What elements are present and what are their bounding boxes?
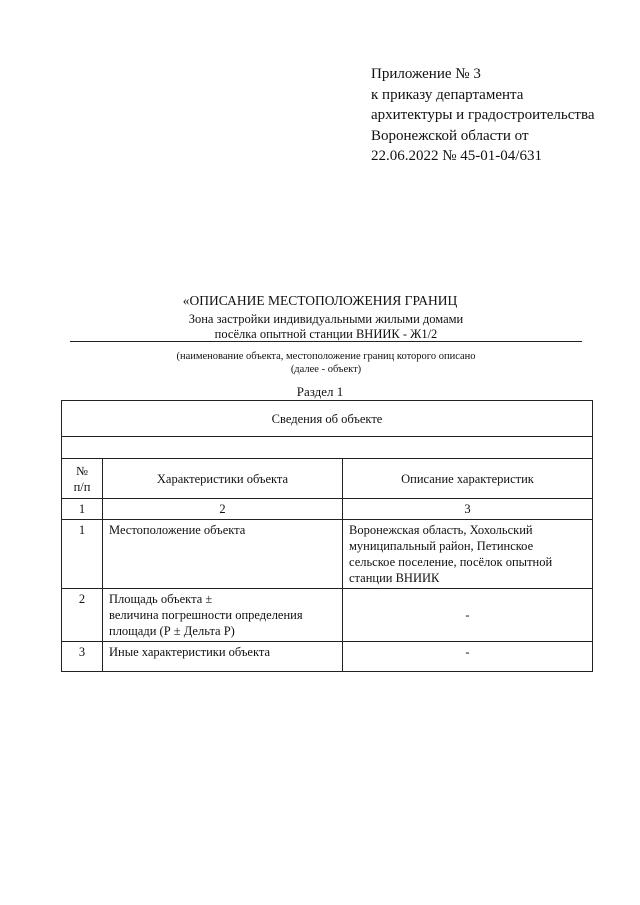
empty-cell — [62, 437, 593, 459]
text-line: муниципальный район, Петинское — [349, 539, 534, 553]
document-title: «ОПИСАНИЕ МЕСТОПОЛОЖЕНИЯ ГРАНИЦ — [182, 293, 458, 308]
row-description — [343, 520, 593, 589]
text-line: величина погрешности определения — [109, 608, 303, 622]
text-line: Иные характеристики объекта — [109, 645, 271, 659]
row-characteristic — [103, 589, 343, 642]
header-description: Описание характеристик — [343, 459, 593, 499]
caption-line: (далее - объект) — [290, 364, 362, 375]
appendix-line: Воронежской области от — [371, 127, 529, 144]
table-caption: Сведения об объекте — [62, 401, 593, 437]
header-characteristics: Характеристики объекта — [103, 459, 343, 499]
underline-divider — [70, 341, 582, 342]
text-line: площади (Р ± Дельта Р) — [109, 624, 235, 638]
table-header-row — [62, 459, 593, 499]
text-line: Площадь объекта ± — [109, 592, 213, 606]
row-description: - — [343, 589, 593, 642]
table-caption-row — [62, 401, 593, 437]
appendix-line: 22.06.2022 № 45-01-04/631 — [371, 148, 542, 164]
table-row — [62, 589, 593, 642]
section-label: Раздел 1 — [296, 384, 344, 399]
table-row — [62, 642, 593, 672]
text-line: Воронежская область, Хохольский — [349, 523, 533, 537]
object-info-table — [61, 400, 593, 672]
appendix-line: к приказу департамента — [371, 86, 524, 103]
appendix-block — [371, 64, 594, 167]
row-number: 3 — [62, 642, 103, 672]
row-characteristic — [103, 642, 343, 672]
object-caption — [70, 350, 582, 376]
appendix-line: Приложение № 3 — [371, 66, 481, 82]
object-name — [70, 312, 582, 342]
table-empty-row — [62, 437, 593, 459]
appendix-line: архитектуры и градостроительства — [371, 107, 595, 123]
column-number: 1 — [62, 499, 103, 520]
table-row — [62, 520, 593, 589]
column-number-row — [62, 499, 593, 520]
text-line: Местоположение объекта — [109, 523, 246, 537]
text-line: станции ВНИИК — [349, 571, 440, 585]
row-number: 2 — [62, 589, 103, 642]
row-description: - — [343, 642, 593, 672]
caption-line: (наименование объекта, местоположение границ которого описано — [176, 351, 476, 362]
row-number: 1 — [62, 520, 103, 589]
object-name-line: Зона застройки индивидуальными жилыми домами — [188, 312, 464, 326]
row-characteristic — [103, 520, 343, 589]
column-number: 3 — [343, 499, 593, 520]
object-name-line: посёлка опытной станции ВНИИК - Ж1/2 — [214, 327, 438, 341]
column-number: 2 — [103, 499, 343, 520]
text-line: сельское поселение, посёлок опытной — [349, 555, 553, 569]
header-num-line: № — [76, 463, 88, 478]
header-num — [62, 459, 103, 499]
header-num-line: п/п — [73, 479, 91, 494]
